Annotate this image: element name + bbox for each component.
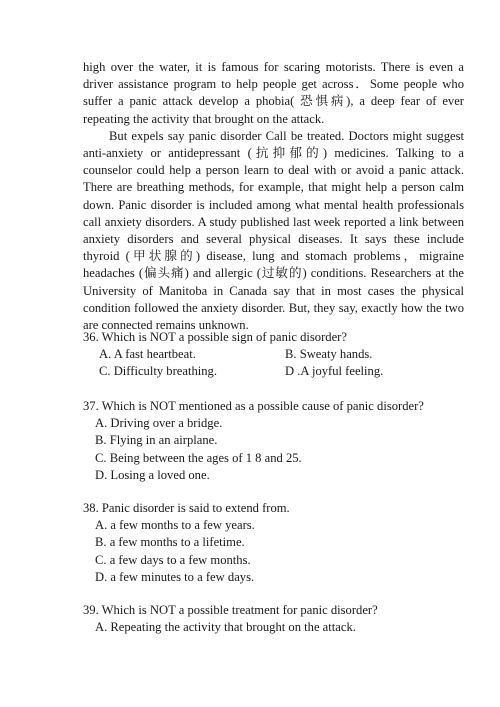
question-38 xyxy=(83,500,473,586)
question-39 xyxy=(83,602,473,636)
question-36 xyxy=(83,329,473,381)
question-36-option-d: D .A joyful feeling. xyxy=(285,364,384,379)
question-36-option-c: C. Difficulty breathing. xyxy=(99,364,217,379)
question-38-option-b: B. a few months to a lifetime. xyxy=(95,535,245,550)
question-39-option-a: A. Repeating the activity that brought on the attack. xyxy=(95,620,356,635)
question-37 xyxy=(83,398,473,484)
question-38-option-c: C. a few days to a few months. xyxy=(95,552,251,567)
question-38-option-d: D. a few minutes to a few days. xyxy=(95,569,255,584)
question-37-option-d: D. Losing a loved one. xyxy=(95,467,210,482)
question-36-options-row-1 xyxy=(99,346,473,363)
question-36-option-b: B. Sweaty hands. xyxy=(285,347,373,362)
question-37-stem: 37. Which is NOT mentioned as a possible cause of panic disorder? xyxy=(83,399,424,413)
question-39-stem: 39. Which is NOT a possible treatment for panic disorder? xyxy=(83,603,378,617)
question-38-option-a: A. a few months to a few years. xyxy=(95,518,255,533)
question-37-option-a: A. Driving over a bridge. xyxy=(95,416,223,431)
question-38-stem: 38. Panic disorder is said to extend from. xyxy=(83,501,290,515)
passage-paragraph-1: high over the water, it is famous for scaring motorists. There is even a driver assistance program to help people get across．Some people who suffer a panic attack develop a phobia( 恐惧病), a deep fear of ever repeating the activity that brought on the attack. xyxy=(83,60,464,126)
passage-paragraph-2: But expels say panic disorder Call be treated. Doctors might suggest anti-anxiety or antidepressant (抗抑郁的) medicines. Talking to a counselor could help a person learn to deal with or avoid a panic attack. There are breathing methods, for example, that might help a person calm down. Panic disorder is included among what mental health professionals call anxiety disorders. A study published last week reported a link between anxiety disorders and several physical diseases. It says these include thyroid (甲状腺的) disease, lung and stomach problems，migraine headaches (偏头痛) and allergic (过敏的) conditions. Researchers at the University of Manitoba in Canada say that in most cases the physical condition followed the anxiety disorder. But, they say, exactly how the two are connected remains unknown. xyxy=(83,128,464,333)
question-37-option-c: C. Being between the ages of 1 8 and 25. xyxy=(95,450,302,465)
question-36-option-a: A. A fast heartbeat. xyxy=(99,347,196,362)
question-36-options-row-2 xyxy=(99,363,473,380)
reading-passage xyxy=(83,59,464,334)
question-37-option-b: B. Flying in an airplane. xyxy=(95,433,218,448)
question-36-stem: 36. Which is NOT a possible sign of panic disorder? xyxy=(83,330,347,344)
